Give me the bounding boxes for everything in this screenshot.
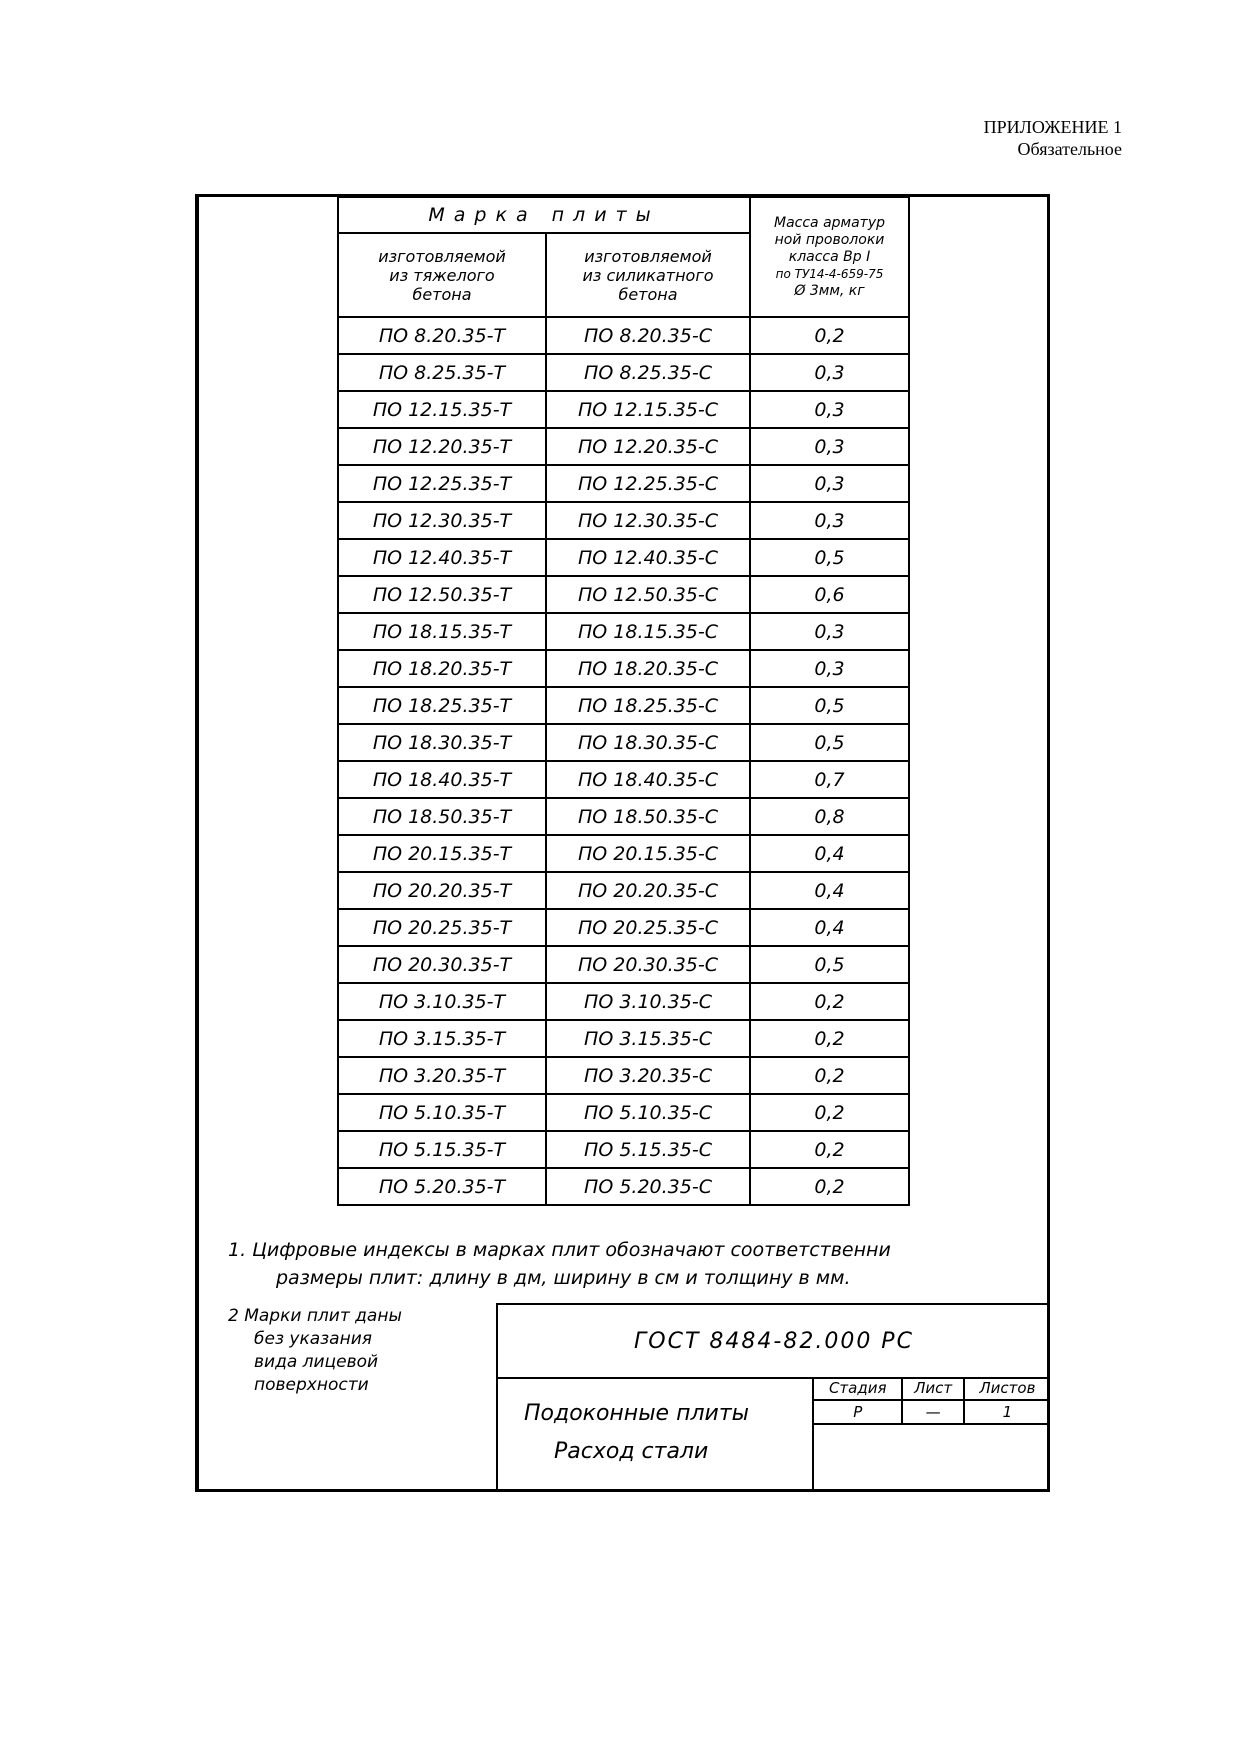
header-group-label: Марка плиты bbox=[338, 197, 750, 233]
silicate-concrete-mark: ПО 8.25.35-С bbox=[546, 354, 750, 391]
steel-mass: 0,2 bbox=[750, 1094, 909, 1131]
heavy-concrete-mark: ПО 20.20.35-Т bbox=[338, 872, 546, 909]
heavy-concrete-mark: ПО 12.20.35-Т bbox=[338, 428, 546, 465]
steel-mass: 0,3 bbox=[750, 502, 909, 539]
silicate-concrete-mark: ПО 20.30.35-С bbox=[546, 946, 750, 983]
heavy-concrete-mark: ПО 3.15.35-Т bbox=[338, 1020, 546, 1057]
table-row bbox=[338, 687, 909, 724]
silicate-concrete-mark: ПО 5.15.35-С bbox=[546, 1131, 750, 1168]
heavy-concrete-mark: ПО 12.40.35-Т bbox=[338, 539, 546, 576]
steel-mass: 0,4 bbox=[750, 835, 909, 872]
table-row bbox=[338, 650, 909, 687]
silicate-concrete-mark: ПО 3.15.35-С bbox=[546, 1020, 750, 1057]
steel-mass: 0,8 bbox=[750, 798, 909, 835]
table-row bbox=[338, 1057, 909, 1094]
heavy-concrete-mark: ПО 12.25.35-Т bbox=[338, 465, 546, 502]
table-row bbox=[338, 428, 909, 465]
steel-mass: 0,5 bbox=[750, 687, 909, 724]
silicate-concrete-mark: ПО 18.15.35-С bbox=[546, 613, 750, 650]
silicate-concrete-mark: ПО 18.25.35-С bbox=[546, 687, 750, 724]
steel-mass: 0,4 bbox=[750, 872, 909, 909]
silicate-concrete-mark: ПО 3.20.35-С bbox=[546, 1057, 750, 1094]
steel-mass: 0,2 bbox=[750, 317, 909, 354]
table-row bbox=[338, 317, 909, 354]
heavy-concrete-mark: ПО 3.10.35-Т bbox=[338, 983, 546, 1020]
steel-mass: 0,5 bbox=[750, 946, 909, 983]
table-row bbox=[338, 1168, 909, 1205]
table-row bbox=[338, 1020, 909, 1057]
steel-consumption-table bbox=[337, 196, 910, 1206]
heavy-concrete-mark: ПО 18.15.35-Т bbox=[338, 613, 546, 650]
heavy-concrete-mark: ПО 12.15.35-Т bbox=[338, 391, 546, 428]
heavy-concrete-mark: ПО 20.15.35-Т bbox=[338, 835, 546, 872]
stage-label: Стадия bbox=[814, 1377, 902, 1400]
note-2: 2 Марки плит даны без указания вида лицевой поверхности bbox=[228, 1306, 402, 1395]
steel-mass: 0,2 bbox=[750, 983, 909, 1020]
table-row bbox=[338, 465, 909, 502]
heavy-concrete-mark: ПО 3.20.35-Т bbox=[338, 1057, 546, 1094]
document-code: ГОСТ 8484-82.000 РС bbox=[498, 1305, 1050, 1379]
steel-mass: 0,6 bbox=[750, 576, 909, 613]
heavy-concrete-mark: ПО 18.30.35-Т bbox=[338, 724, 546, 761]
table-row bbox=[338, 391, 909, 428]
heavy-concrete-mark: ПО 12.30.35-Т bbox=[338, 502, 546, 539]
steel-mass: 0,3 bbox=[750, 650, 909, 687]
appendix-header bbox=[984, 116, 1122, 160]
silicate-concrete-mark: ПО 3.10.35-С bbox=[546, 983, 750, 1020]
silicate-concrete-mark: ПО 18.50.35-С bbox=[546, 798, 750, 835]
stage-sheet-info bbox=[814, 1377, 1050, 1425]
steel-mass: 0,3 bbox=[750, 354, 909, 391]
heavy-concrete-mark: ПО 18.25.35-Т bbox=[338, 687, 546, 724]
heavy-concrete-mark: ПО 18.50.35-Т bbox=[338, 798, 546, 835]
heavy-concrete-mark: ПО 20.30.35-Т bbox=[338, 946, 546, 983]
table-row bbox=[338, 761, 909, 798]
note-1-line-2: размеры плит: длину в дм, ширину в см и толщину в мм. bbox=[276, 1267, 851, 1289]
sheets-value: 1 bbox=[964, 1400, 1050, 1424]
header-heavy-concrete: изготовляемой из тяжелого бетона bbox=[338, 233, 546, 317]
silicate-concrete-mark: ПО 12.25.35-С bbox=[546, 465, 750, 502]
table-row bbox=[338, 724, 909, 761]
silicate-concrete-mark: ПО 18.30.35-С bbox=[546, 724, 750, 761]
table-row bbox=[338, 872, 909, 909]
silicate-concrete-mark: ПО 20.25.35-С bbox=[546, 909, 750, 946]
silicate-concrete-mark: ПО 18.20.35-С bbox=[546, 650, 750, 687]
silicate-concrete-mark: ПО 12.50.35-С bbox=[546, 576, 750, 613]
silicate-concrete-mark: ПО 12.40.35-С bbox=[546, 539, 750, 576]
sheet-label: Лист bbox=[902, 1377, 963, 1400]
note-1-line-1: 1. Цифровые индексы в марках плит обозначают соответственни bbox=[228, 1239, 891, 1261]
heavy-concrete-mark: ПО 20.25.35-Т bbox=[338, 909, 546, 946]
table-row bbox=[338, 983, 909, 1020]
steel-mass: 0,2 bbox=[750, 1057, 909, 1094]
table-row bbox=[338, 1094, 909, 1131]
steel-mass: 0,3 bbox=[750, 465, 909, 502]
silicate-concrete-mark: ПО 20.15.35-С bbox=[546, 835, 750, 872]
table-row bbox=[338, 1131, 909, 1168]
heavy-concrete-mark: ПО 5.15.35-Т bbox=[338, 1131, 546, 1168]
heavy-concrete-mark: ПО 5.10.35-Т bbox=[338, 1094, 546, 1131]
heavy-concrete-mark: ПО 8.20.35-Т bbox=[338, 317, 546, 354]
note-1 bbox=[228, 1236, 1028, 1292]
stage-value: Р bbox=[814, 1400, 902, 1424]
silicate-concrete-mark: ПО 12.30.35-С bbox=[546, 502, 750, 539]
silicate-concrete-mark: ПО 5.10.35-С bbox=[546, 1094, 750, 1131]
steel-mass: 0,4 bbox=[750, 909, 909, 946]
silicate-concrete-mark: ПО 5.20.35-С bbox=[546, 1168, 750, 1205]
table-row bbox=[338, 946, 909, 983]
steel-mass: 0,3 bbox=[750, 391, 909, 428]
header-silicate-concrete: изготовляемой из силикатного бетона bbox=[546, 233, 750, 317]
heavy-concrete-mark: ПО 18.40.35-Т bbox=[338, 761, 546, 798]
table-row bbox=[338, 835, 909, 872]
heavy-concrete-mark: ПО 18.20.35-Т bbox=[338, 650, 546, 687]
steel-mass: 0,7 bbox=[750, 761, 909, 798]
heavy-concrete-mark: ПО 5.20.35-Т bbox=[338, 1168, 546, 1205]
steel-mass: 0,2 bbox=[750, 1020, 909, 1057]
table-row bbox=[338, 576, 909, 613]
appendix-title: ПРИЛОЖЕНИЕ 1 bbox=[983, 117, 1122, 137]
heavy-concrete-mark: ПО 12.50.35-Т bbox=[338, 576, 546, 613]
steel-mass: 0,3 bbox=[750, 428, 909, 465]
silicate-concrete-mark: ПО 20.20.35-С bbox=[546, 872, 750, 909]
table-row bbox=[338, 502, 909, 539]
sheets-label: Листов bbox=[964, 1377, 1050, 1400]
header-mass: Масса арматур ной проволоки класса Вр I по ТУ14-4-659-75 Ø 3мм, кг bbox=[750, 197, 909, 317]
table-row bbox=[338, 354, 909, 391]
heavy-concrete-mark: ПО 8.25.35-Т bbox=[338, 354, 546, 391]
silicate-concrete-mark: ПО 12.20.35-С bbox=[546, 428, 750, 465]
table-row bbox=[338, 909, 909, 946]
sheet-value: — bbox=[902, 1400, 963, 1424]
table-row bbox=[338, 613, 909, 650]
steel-mass: 0,5 bbox=[750, 539, 909, 576]
steel-mass: 0,5 bbox=[750, 724, 909, 761]
appendix-subtitle: Обязательное bbox=[1017, 139, 1122, 159]
title-block bbox=[496, 1303, 1050, 1492]
steel-mass: 0,2 bbox=[750, 1168, 909, 1205]
table-row bbox=[338, 539, 909, 576]
silicate-concrete-mark: ПО 18.40.35-С bbox=[546, 761, 750, 798]
table-row bbox=[338, 798, 909, 835]
silicate-concrete-mark: ПО 8.20.35-С bbox=[546, 317, 750, 354]
steel-mass: 0,3 bbox=[750, 613, 909, 650]
silicate-concrete-mark: ПО 12.15.35-С bbox=[546, 391, 750, 428]
steel-mass: 0,2 bbox=[750, 1131, 909, 1168]
document-name: Подоконные плиты Расход стали bbox=[498, 1377, 814, 1492]
